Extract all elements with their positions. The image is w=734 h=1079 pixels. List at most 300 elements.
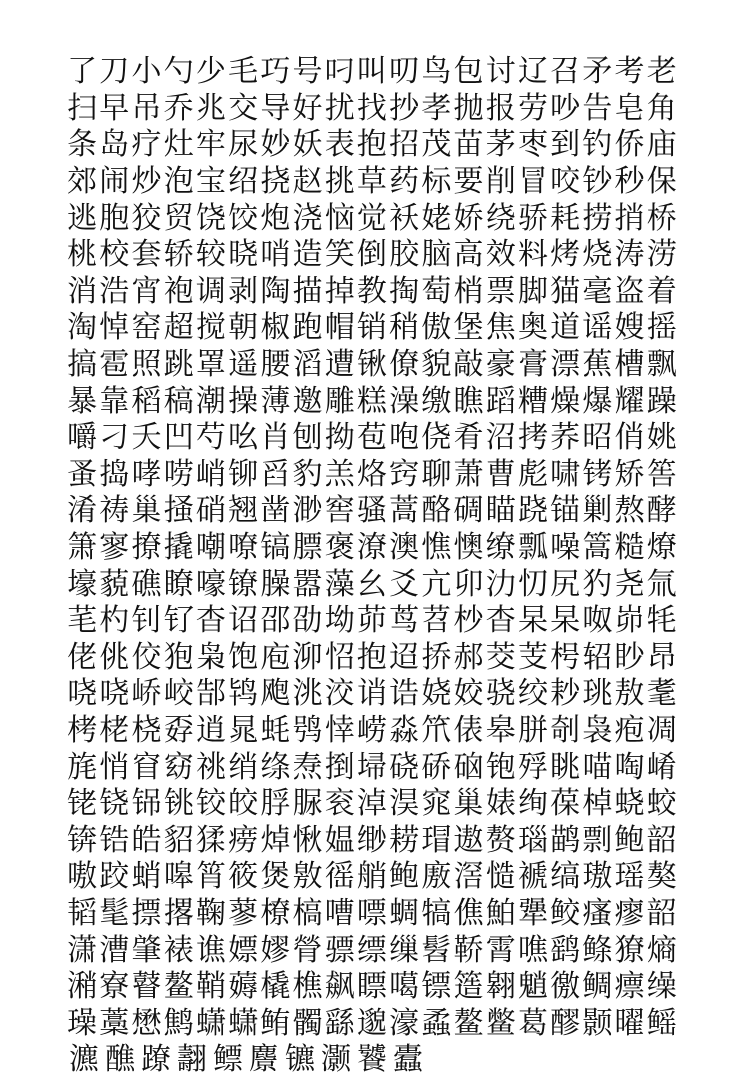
char-row (66, 676, 678, 713)
hanzi-character: 逃 (67, 200, 98, 236)
hanzi-character: 飘 (646, 347, 677, 383)
hanzi-character: 缥 (356, 932, 387, 968)
hanzi-character: 锚 (550, 493, 581, 529)
hanzi-character: 萄 (421, 273, 452, 309)
hanzi-character: 夭 (131, 420, 162, 456)
hanzi-character: 了 (67, 54, 98, 90)
char-row (66, 164, 678, 201)
hanzi-character: 骁 (485, 676, 516, 712)
hanzi-character: 潦 (356, 530, 387, 566)
char-row (66, 1005, 678, 1042)
hanzi-character: 窍 (389, 456, 420, 492)
hanzi-character: 滔 (292, 347, 323, 383)
hanzi-character: 导 (260, 90, 291, 126)
hanzi-character: 泖 (292, 639, 323, 675)
hanzi-character: 鲍 (614, 822, 645, 858)
char-row (66, 274, 678, 311)
hanzi-character: 瞧 (453, 383, 484, 419)
hanzi-character: 瞟 (356, 969, 387, 1005)
hanzi-character: 袍 (163, 273, 194, 309)
hanzi-character: 轿 (163, 237, 194, 273)
hanzi-character: 爻 (389, 566, 420, 602)
hanzi-character: 宝 (195, 164, 226, 200)
hanzi-character: 焘 (292, 749, 323, 785)
hanzi-character: 慥 (485, 859, 516, 895)
hanzi-character: 怊 (324, 639, 355, 675)
hanzi-character: 渺 (292, 493, 323, 529)
hanzi-character: 萧 (453, 456, 484, 492)
hanzi-character: 腰 (260, 347, 291, 383)
hanzi-character: 繇 (324, 1005, 355, 1041)
hanzi-character: 璈 (582, 859, 613, 895)
hanzi-character: 糙 (614, 530, 645, 566)
hanzi-character: 邀 (292, 383, 323, 419)
hanzi-character: 铑 (67, 786, 98, 822)
hanzi-character: 凿 (260, 493, 291, 529)
hanzi-character: 尧 (614, 566, 645, 602)
hanzi-character: 脲 (292, 786, 323, 822)
hanzi-character: 哓 (67, 676, 98, 712)
hanzi-character: 酵 (646, 493, 677, 529)
hanzi-character: 老 (646, 54, 677, 90)
hanzi-character: 考 (614, 54, 645, 90)
hanzi-character: 啸 (550, 456, 581, 492)
hanzi-character: 赵 (292, 164, 323, 200)
char-row (66, 566, 678, 603)
hanzi-character: 绕 (485, 200, 516, 236)
hanzi-character: 筱 (228, 859, 259, 895)
hanzi-character: 棹 (582, 786, 613, 822)
hanzi-character: 调 (195, 273, 226, 309)
hanzi-character: 枣 (517, 127, 548, 163)
hanzi-character: 狍 (163, 639, 194, 675)
hanzi-character: 朝 (228, 310, 259, 346)
hanzi-character: 蜩 (389, 895, 420, 931)
hanzi-character: 暴 (67, 383, 98, 419)
hanzi-character: 彪 (517, 456, 548, 492)
hanzi-character: 刁 (99, 420, 130, 456)
hanzi-character: 妖 (292, 127, 323, 163)
hanzi-character: 钌 (163, 603, 194, 639)
hanzi-character: 脬 (260, 786, 291, 822)
hanzi-character: 泡 (163, 164, 194, 200)
hanzi-character: 昂 (646, 639, 677, 675)
hanzi-character: 摽 (131, 895, 162, 931)
hanzi-character: 恼 (324, 200, 355, 236)
hanzi-character: 藐 (99, 566, 130, 602)
hanzi-character: 獒 (646, 859, 677, 895)
hanzi-character: 凋 (646, 712, 677, 748)
hanzi-character: 晓 (228, 237, 259, 273)
hanzi-character: 捎 (614, 200, 645, 236)
hanzi-character: 烙 (356, 456, 387, 492)
hanzi-character: 遨 (453, 822, 484, 858)
hanzi-character: 跑 (292, 310, 323, 346)
hanzi-character: 铇 (485, 749, 516, 785)
hanzi-character: 贸 (163, 200, 194, 236)
hanzi-character: 谯 (195, 932, 226, 968)
hanzi-character: 抱 (356, 127, 387, 163)
hanzi-character: 描 (292, 273, 323, 309)
hanzi-character: 锹 (356, 347, 387, 383)
hanzi-character: 飙 (324, 969, 355, 1005)
hanzi-character: 哓 (99, 676, 130, 712)
hanzi-character: 销 (356, 310, 387, 346)
hanzi-character: 嘈 (324, 895, 355, 931)
hanzi-character: 摇 (646, 310, 677, 346)
hanzi-character: 袄 (389, 200, 420, 236)
hanzi-character: 焦 (485, 310, 516, 346)
hanzi-character: 姚 (646, 420, 677, 456)
hanzi-character: 鮊 (485, 895, 516, 931)
hanzi-character: 消 (67, 273, 98, 309)
hanzi-character: 嚣 (292, 566, 323, 602)
hanzi-character: 宵 (131, 273, 162, 309)
hanzi-character: 潇 (67, 932, 98, 968)
char-row (66, 420, 678, 457)
char-row (66, 969, 678, 1006)
hanzi-character: 饶 (195, 200, 226, 236)
hanzi-character: 髦 (99, 895, 130, 931)
hanzi-character: 兆 (195, 90, 226, 126)
hanzi-character: 祧 (195, 749, 226, 785)
hanzi-character: 栳 (99, 712, 130, 748)
hanzi-character: 抱 (356, 639, 387, 675)
hanzi-character: 找 (356, 90, 387, 126)
hanzi-character: 耀 (614, 383, 645, 419)
hanzi-character: 报 (485, 90, 516, 126)
hanzi-character: 礁 (131, 566, 162, 602)
hanzi-character: 熬 (614, 493, 645, 529)
hanzi-character: 削 (485, 164, 516, 200)
hanzi-character: 麖 (249, 1042, 279, 1078)
hanzi-character: 缈 (356, 822, 387, 858)
hanzi-character: 杓 (99, 603, 130, 639)
hanzi-character: 蟊 (421, 1005, 452, 1041)
hanzi-character: 呶 (582, 603, 613, 639)
hanzi-character: 劭 (292, 603, 323, 639)
hanzi-character: 骠 (324, 932, 355, 968)
hanzi-character: 铰 (195, 786, 226, 822)
hanzi-character: 郝 (453, 639, 484, 675)
hanzi-character: 缲 (646, 969, 677, 1005)
hanzi-character: 蹽 (141, 1042, 171, 1078)
hanzi-character: 跳 (163, 347, 194, 383)
hanzi-character: 饱 (228, 639, 259, 675)
hanzi-character: 到 (550, 127, 581, 163)
hanzi-character: 悄 (99, 749, 130, 785)
hanzi-character: 缴 (421, 383, 452, 419)
hanzi-character: 掉 (324, 273, 355, 309)
hanzi-character: 椒 (260, 310, 291, 346)
hanzi-character: 杲 (550, 603, 581, 639)
hanzi-character: 犟 (517, 895, 548, 931)
hanzi-character: 教 (356, 273, 387, 309)
hanzi-character: 徭 (324, 859, 355, 895)
hanzi-character: 骚 (356, 493, 387, 529)
hanzi-character: 膘 (292, 530, 323, 566)
hanzi-character: 眇 (614, 639, 645, 675)
hanzi-character: 巢 (131, 493, 162, 529)
hanzi-character: 耖 (550, 676, 581, 712)
hanzi-character: 牦 (646, 603, 677, 639)
hanzi-character: 郊 (67, 164, 98, 200)
hanzi-character: 撬 (163, 530, 194, 566)
hanzi-character: 噍 (517, 932, 548, 968)
hanzi-character: 拷 (517, 420, 548, 456)
hanzi-character: 葛 (517, 1005, 548, 1041)
hanzi-character: 敲 (453, 347, 484, 383)
hanzi-character: 掻 (163, 493, 194, 529)
hanzi-character: 潲 (67, 969, 98, 1005)
hanzi-character: 眺 (550, 749, 581, 785)
hanzi-character: 饺 (228, 200, 259, 236)
hanzi-character: 唠 (163, 456, 194, 492)
char-row (66, 237, 678, 274)
hanzi-character: 澳 (389, 530, 420, 566)
hanzi-character: 聊 (421, 456, 452, 492)
hanzi-character: 条 (67, 127, 98, 163)
hanzi-character: 犒 (421, 895, 452, 931)
hanzi-character: 皂 (614, 90, 645, 126)
hanzi-character: 瞽 (131, 969, 162, 1005)
hanzi-character: 咆 (389, 420, 420, 456)
hanzi-character: 保 (646, 164, 677, 200)
hanzi-character: 栲 (67, 712, 98, 748)
hanzi-character: 勺 (163, 54, 194, 90)
hanzi-character: 咬 (550, 164, 581, 200)
hanzi-character: 洨 (324, 676, 355, 712)
hanzi-character: 沼 (485, 420, 516, 456)
hanzi-character: 糟 (517, 383, 548, 419)
hanzi-character: 药 (389, 164, 420, 200)
hanzi-character: 崂 (356, 712, 387, 748)
hanzi-character: 疱 (614, 712, 645, 748)
hanzi-character: 耄 (646, 676, 677, 712)
hanzi-character: 铫 (163, 786, 194, 822)
hanzi-character: 辽 (517, 54, 548, 90)
hanzi-character: 拗 (324, 420, 355, 456)
hanzi-character: 嫪 (260, 932, 291, 968)
hanzi-character: 僬 (453, 895, 484, 931)
hanzi-character: 浇 (292, 200, 323, 236)
hanzi-character: 诰 (389, 676, 420, 712)
hanzi-character: 吊 (131, 90, 162, 126)
hanzi-character: 缭 (485, 530, 516, 566)
hanzi-character: 郜 (195, 676, 226, 712)
hanzi-character: 鳌 (163, 969, 194, 1005)
hanzi-character: 筲 (195, 859, 226, 895)
hanzi-character: 尿 (228, 127, 259, 163)
hanzi-character: 瘙 (582, 895, 613, 931)
hanzi-character: 膋 (292, 932, 323, 968)
hanzi-character: 胼 (517, 712, 548, 748)
hanzi-character: 鳐 (646, 1005, 677, 1041)
hanzi-character: 烧 (582, 237, 613, 273)
hanzi-character: 芍 (195, 420, 226, 456)
hanzi-character: 酪 (421, 493, 452, 529)
hanzi-character: 钊 (131, 603, 162, 639)
hanzi-character: 薅 (228, 969, 259, 1005)
hanzi-character: 钓 (582, 127, 613, 163)
hanzi-character: 懊 (453, 530, 484, 566)
hanzi-character: 胶 (389, 237, 420, 273)
hanzi-character: 脑 (421, 237, 452, 273)
hanzi-character: 吵 (550, 90, 581, 126)
hanzi-character: 镳 (285, 1042, 315, 1078)
hanzi-character: 小 (131, 54, 162, 90)
hanzi-character: 橇 (260, 969, 291, 1005)
hanzi-character: 韬 (67, 895, 98, 931)
hanzi-character: 孬 (163, 712, 194, 748)
hanzi-character: 绦 (260, 749, 291, 785)
hanzi-character: 镐 (260, 530, 291, 566)
hanzi-character: 姣 (453, 676, 484, 712)
hanzi-character: 草 (356, 164, 387, 200)
hanzi-character: 抛 (453, 90, 484, 126)
hanzi-character: 捯 (324, 749, 355, 785)
hanzi-character: 招 (389, 127, 420, 163)
character-grid (66, 54, 678, 1079)
hanzi-character: 道 (550, 310, 581, 346)
hanzi-character: 好 (292, 90, 323, 126)
hanzi-character: 杲 (517, 603, 548, 639)
char-row (66, 932, 678, 969)
hanzi-character: 髫 (421, 932, 452, 968)
hanzi-character: 葆 (550, 786, 581, 822)
hanzi-character: 槁 (292, 895, 323, 931)
hanzi-character: 旄 (67, 749, 98, 785)
hanzi-character: 绚 (517, 786, 548, 822)
hanzi-character: 撩 (131, 530, 162, 566)
char-row (66, 200, 678, 237)
hanzi-character: 杳 (485, 603, 516, 639)
hanzi-character: 窈 (163, 749, 194, 785)
hanzi-character: 票 (485, 273, 516, 309)
char-row (66, 713, 678, 750)
hanzi-character: 盗 (614, 273, 645, 309)
hanzi-character: 铐 (582, 456, 613, 492)
hanzi-character: 挠 (260, 164, 291, 200)
hanzi-character: 邈 (356, 1005, 387, 1041)
char-row (66, 127, 678, 164)
hanzi-character: 少 (195, 54, 226, 90)
hanzi-character: 淖 (356, 786, 387, 822)
hanzi-character: 镣 (228, 566, 259, 602)
hanzi-character: 邵 (260, 603, 291, 639)
hanzi-character: 岛 (99, 127, 130, 163)
hanzi-character: 桥 (646, 200, 677, 236)
hanzi-character: 噶 (389, 969, 420, 1005)
hanzi-character: 漂 (550, 347, 581, 383)
hanzi-character: 僚 (389, 347, 420, 383)
char-row (66, 786, 678, 823)
hanzi-character: 狡 (131, 200, 162, 236)
hanzi-character: 霄 (485, 932, 516, 968)
hanzi-character: 跷 (517, 493, 548, 529)
hanzi-character: 滘 (453, 859, 484, 895)
hanzi-character: 淏 (389, 786, 420, 822)
hanzi-character: 造 (292, 237, 323, 273)
hanzi-character: 庖 (260, 639, 291, 675)
hanzi-character: 乔 (163, 90, 194, 126)
hanzi-character: 鲷 (582, 969, 613, 1005)
hanzi-character: 犳 (582, 566, 613, 602)
hanzi-character: 巧 (260, 54, 291, 90)
hanzi-character: 瞄 (485, 493, 516, 529)
char-row (66, 310, 678, 347)
hanzi-character: 号 (292, 54, 323, 90)
hanzi-character: 燎 (646, 530, 677, 566)
char-row (66, 383, 678, 420)
hanzi-character: 佼 (131, 639, 162, 675)
hanzi-character: 傲 (421, 310, 452, 346)
hanzi-character: 嚼 (67, 420, 98, 456)
hanzi-character: 笊 (421, 712, 452, 748)
char-row (66, 1042, 678, 1079)
hanzi-character: 掏 (389, 273, 420, 309)
hanzi-character: 蠹 (393, 1042, 423, 1078)
hanzi-character: 噪 (550, 530, 581, 566)
hanzi-character: 跤 (99, 859, 130, 895)
hanzi-character: 膏 (517, 347, 548, 383)
hanzi-character: 峁 (614, 603, 645, 639)
hanzi-character: 珧 (582, 676, 613, 712)
hanzi-character: 茑 (389, 603, 420, 639)
hanzi-character: 曜 (614, 1005, 645, 1041)
hanzi-character: 窅 (131, 749, 162, 785)
hanzi-character: 着 (646, 273, 677, 309)
hanzi-character: 蛸 (131, 859, 162, 895)
hanzi-character: 迢 (389, 639, 420, 675)
hanzi-character: 佻 (99, 639, 130, 675)
hanzi-character: 绡 (228, 749, 259, 785)
char-row (66, 91, 678, 128)
hanzi-character: 矛 (582, 54, 613, 90)
hanzi-character: 遥 (228, 347, 259, 383)
hanzi-character: 料 (517, 237, 548, 273)
hanzi-character: 浩 (99, 273, 130, 309)
hanzi-character: 蚝 (260, 712, 291, 748)
hanzi-character: 悻 (324, 712, 355, 748)
hanzi-character: 叼 (324, 54, 355, 90)
hanzi-character: 蛟 (646, 786, 677, 822)
hanzi-character: 樵 (292, 969, 323, 1005)
hanzi-character: 飑 (260, 676, 291, 712)
hanzi-character: 埽 (356, 749, 387, 785)
hanzi-character: 角 (646, 90, 677, 126)
hanzi-character: 颢 (582, 1005, 613, 1041)
hanzi-character: 妙 (260, 127, 291, 163)
hanzi-character: 窕 (421, 786, 452, 822)
hanzi-character: 瘭 (614, 969, 645, 1005)
hanzi-character: 觉 (356, 200, 387, 236)
hanzi-character: 羔 (324, 456, 355, 492)
hanzi-character: 髑 (292, 1005, 323, 1041)
hanzi-character: 寥 (99, 530, 130, 566)
hanzi-character: 燥 (550, 383, 581, 419)
hanzi-character: 蒿 (389, 493, 420, 529)
hanzi-character: 倒 (356, 237, 387, 273)
hanzi-character: 嚎 (195, 566, 226, 602)
hanzi-character: 蟏 (195, 1005, 226, 1041)
hanzi-character: 搅 (195, 310, 226, 346)
hanzi-character: 猱 (195, 822, 226, 858)
hanzi-character: 瑶 (614, 859, 645, 895)
hanzi-character: 凹 (163, 420, 194, 456)
hanzi-character: 昭 (582, 420, 613, 456)
hanzi-character: 脚 (517, 273, 548, 309)
